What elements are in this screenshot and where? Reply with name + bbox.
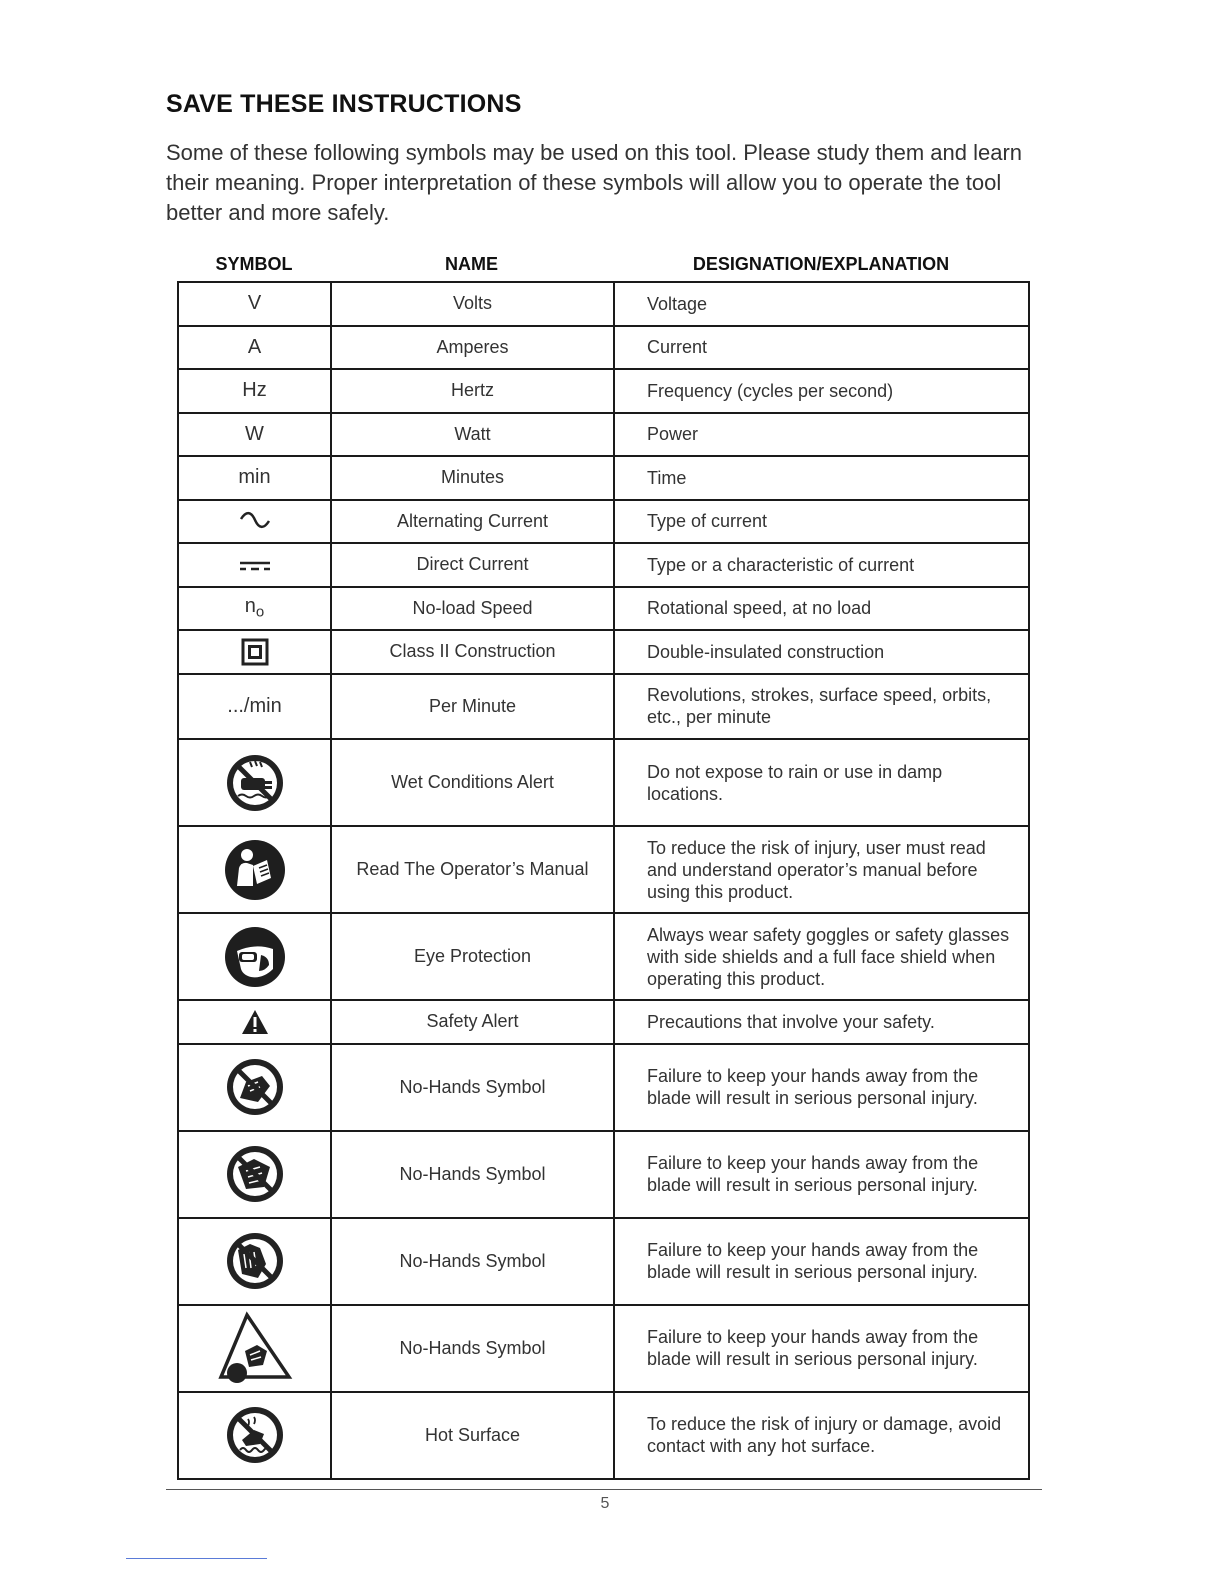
symbol-cell — [178, 1000, 331, 1044]
name-cell: Eye Protection — [331, 913, 614, 1000]
table-row — [178, 456, 1029, 500]
symbol-cell — [178, 369, 331, 413]
table-row — [178, 282, 1029, 326]
wet-conditions-icon — [224, 752, 286, 814]
alternating-current-icon — [238, 510, 272, 532]
name-cell: No-Hands Symbol — [331, 1131, 614, 1218]
symbol-cell — [178, 826, 331, 913]
table-row — [178, 326, 1029, 370]
symbol-cell — [178, 913, 331, 1000]
table-row — [178, 1000, 1029, 1044]
name-cell: Direct Current — [331, 543, 614, 587]
symbol-cell — [178, 1131, 331, 1218]
desc-cell: Voltage — [614, 282, 1029, 326]
name-cell: Safety Alert — [331, 1000, 614, 1044]
desc-cell: To reduce the risk of injury or damage, avoid contact with any hot surface. — [614, 1392, 1029, 1479]
read-manual-icon — [223, 838, 287, 902]
table-row — [178, 587, 1029, 631]
table-row — [178, 1131, 1029, 1218]
desc-cell: To reduce the risk of injury, user must read and understand operator’s manual before using this product. — [614, 826, 1029, 913]
symbols-table — [177, 281, 1030, 1480]
table-row — [178, 913, 1029, 1000]
desc-cell: Failure to keep your hands away from the blade will result in serious personal injury. — [614, 1305, 1029, 1392]
symbol-cell — [178, 587, 331, 631]
table-row — [178, 500, 1029, 544]
class-ii-construction-icon — [241, 638, 269, 666]
page-title: SAVE THESE INSTRUCTIONS — [166, 90, 522, 118]
name-cell: Wet Conditions Alert — [331, 739, 614, 826]
symbol-cell — [178, 282, 331, 326]
symbol-cell — [178, 326, 331, 370]
symbol-cell — [178, 1392, 331, 1479]
eye-protection-icon — [223, 925, 287, 989]
symbol-cell — [178, 630, 331, 674]
desc-cell: Frequency (cycles per second) — [614, 369, 1029, 413]
name-cell: Hot Surface — [331, 1392, 614, 1479]
desc-cell: Failure to keep your hands away from the blade will result in serious personal injury. — [614, 1044, 1029, 1131]
table-row — [178, 1044, 1029, 1131]
desc-cell: Precautions that involve your safety. — [614, 1000, 1029, 1044]
name-cell: No-Hands Symbol — [331, 1305, 614, 1392]
name-cell: No-Hands Symbol — [331, 1218, 614, 1305]
name-cell: Amperes — [331, 326, 614, 370]
name-cell: Read The Operator’s Manual — [331, 826, 614, 913]
no-hands-icon — [224, 1230, 286, 1292]
table-row — [178, 1305, 1029, 1392]
desc-cell: Revolutions, strokes, surface speed, orbits, etc., per minute — [614, 674, 1029, 740]
symbol-text: Hz — [242, 379, 267, 402]
desc-cell: Always wear safety goggles or safety glasses with side shields and a full face shield when operating this product. — [614, 913, 1029, 1000]
name-cell: Alternating Current — [331, 500, 614, 544]
symbol-cell — [178, 1218, 331, 1305]
intro-paragraph: Some of these following symbols may be used on this tool. Please study them and learn their meaning. Proper interpretation of these symbols will allow you to operate the tool better and more safely. — [166, 140, 1023, 225]
desc-cell: Type or a characteristic of current — [614, 543, 1029, 587]
table-row — [178, 826, 1029, 913]
desc-cell: Double-insulated construction — [614, 630, 1029, 674]
symbol-cell — [178, 739, 331, 826]
symbol-cell — [178, 1044, 331, 1131]
symbol-cell — [178, 500, 331, 544]
footer-rule — [166, 1489, 1042, 1490]
symbol-text: A — [247, 335, 262, 358]
footer-link-underline — [126, 1558, 267, 1559]
safety-alert-icon — [240, 1008, 270, 1036]
table-row — [178, 630, 1029, 674]
symbol-text: V — [247, 292, 262, 315]
desc-cell: Do not expose to rain or use in damp locations. — [614, 739, 1029, 826]
symbol-cell — [178, 1305, 331, 1392]
hot-surface-icon — [224, 1404, 286, 1466]
header-name: NAME — [445, 254, 498, 274]
no-hands-warning-icon — [217, 1311, 293, 1385]
direct-current-icon — [238, 559, 272, 573]
desc-cell: Type of current — [614, 500, 1029, 544]
desc-cell: Rotational speed, at no load — [614, 587, 1029, 631]
name-cell: Class II Construction — [331, 630, 614, 674]
symbol-text: n — [244, 595, 256, 618]
no-hands-icon — [224, 1143, 286, 1205]
desc-cell: Failure to keep your hands away from the blade will result in serious personal injury. — [614, 1131, 1029, 1218]
desc-cell: Time — [614, 456, 1029, 500]
header-designation: DESIGNATION/EXPLANATION — [692, 254, 950, 274]
name-cell: No-load Speed — [331, 587, 614, 631]
page-number: 5 — [600, 1495, 610, 1512]
symbol-cell — [178, 413, 331, 457]
desc-cell: Failure to keep your hands away from the blade will result in serious personal injury. — [614, 1218, 1029, 1305]
no-hands-icon — [224, 1056, 286, 1118]
name-cell: Watt — [331, 413, 614, 457]
name-cell: Minutes — [331, 456, 614, 500]
symbol-cell — [178, 674, 331, 740]
name-cell: Per Minute — [331, 674, 614, 740]
symbol-cell — [178, 543, 331, 587]
table-row — [178, 369, 1029, 413]
table-row — [178, 1392, 1029, 1479]
symbol-text: W — [245, 422, 264, 445]
name-cell: Volts — [331, 282, 614, 326]
table-row — [178, 674, 1029, 740]
desc-cell: Power — [614, 413, 1029, 457]
table-row — [178, 739, 1029, 826]
header-symbol: SYMBOL — [215, 254, 293, 274]
table-row — [178, 413, 1029, 457]
desc-cell: Current — [614, 326, 1029, 370]
table-row — [178, 543, 1029, 587]
symbol-cell — [178, 456, 331, 500]
symbol-text: .../min — [227, 694, 282, 717]
symbol-subscript: o — [255, 604, 265, 622]
name-cell: Hertz — [331, 369, 614, 413]
symbol-text: min — [238, 466, 271, 489]
table-row — [178, 1218, 1029, 1305]
name-cell: No-Hands Symbol — [331, 1044, 614, 1131]
